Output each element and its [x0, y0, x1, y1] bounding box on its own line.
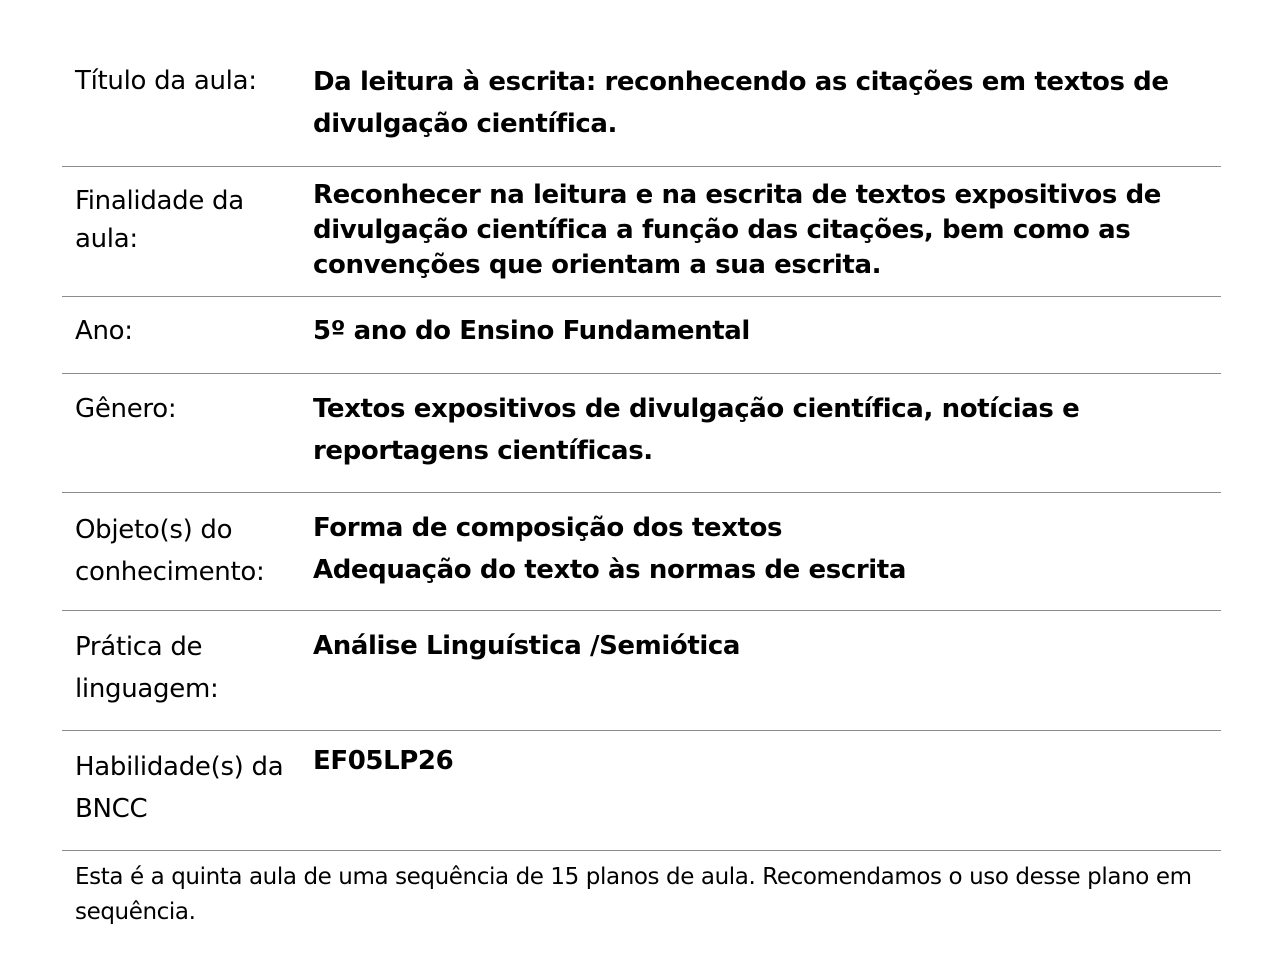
- row-genre: [62, 374, 1221, 493]
- label-lesson-purpose: Finalidade da aula:: [75, 186, 244, 254]
- knowledge-object-item: Adequação do texto às normas de escrita: [313, 555, 906, 585]
- row-lesson-purpose: [62, 167, 1221, 297]
- value-grade: 5º ano do Ensino Fundamental: [313, 316, 750, 346]
- label-bncc-skills: Habilidade(s) da BNCC: [75, 752, 284, 824]
- row-bncc-skills: [62, 731, 1221, 851]
- value-language-practice: Análise Linguística /Semiótica: [313, 631, 741, 661]
- sequence-note: Esta é a quinta aula de uma sequência de 15 planos de aula. Recomendamos o uso desse plano em sequência.: [75, 864, 1192, 925]
- row-lesson-title: [62, 0, 1221, 167]
- label-grade: Ano:: [75, 316, 133, 346]
- value-bncc-skills: EF05LP26: [313, 746, 454, 776]
- row-grade: [62, 297, 1221, 374]
- value-lesson-title: Da leitura à escrita: reconhecendo as citações em textos de divulgação científica.: [313, 67, 1169, 139]
- value-lesson-purpose: Reconhecer na leitura e na escrita de textos expositivos de divulgação científica a função das citações, bem como as convenções que orientam a sua escrita.: [313, 180, 1162, 280]
- label-knowledge-objects: Objeto(s) do conhecimento:: [75, 515, 265, 587]
- knowledge-object-item: Forma de composição dos textos: [313, 513, 783, 543]
- label-lesson-title: Título da aula:: [75, 66, 257, 96]
- row-language-practice: [62, 611, 1221, 731]
- value-genre: Textos expositivos de divulgação científica, notícias e reportagens científicas.: [313, 394, 1080, 466]
- label-language-practice: Prática de linguagem:: [75, 632, 219, 704]
- row-knowledge-objects: [62, 493, 1221, 611]
- label-genre: Gênero:: [75, 394, 177, 424]
- value-knowledge-objects: [313, 507, 1208, 591]
